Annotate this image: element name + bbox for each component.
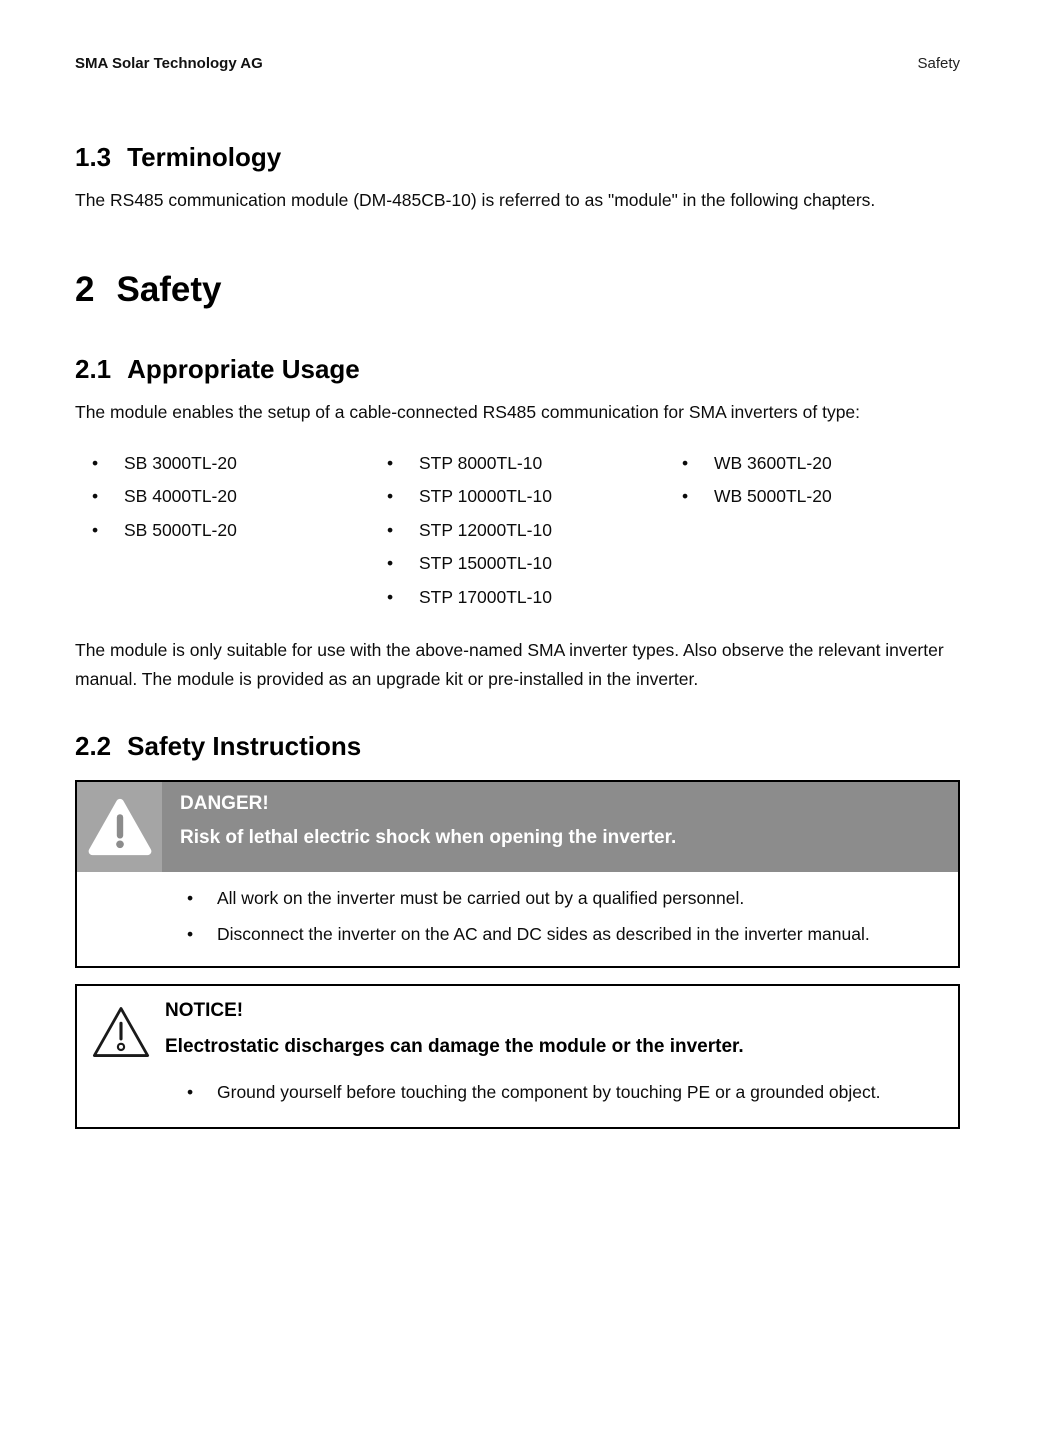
usage-outro-paragraph: The module is only suitable for use with the above-named SMA inverter types. Also observe the relevant inverter manual. The module is provided as an upgrade kit or pre-installed in the inverter. [75,640,944,689]
notice-bullet [77,1078,917,1107]
notice-warning-triangle-icon [90,1004,152,1060]
notice-bullet-text: Ground yourself before touching the component by touching PE or a grounded object. [217,1081,881,1102]
danger-label: DANGER! [180,792,269,814]
list-item: • SB 5000TL-20 [75,514,370,548]
heading-appropriate-usage-title: Appropriate Usage [127,354,360,385]
list-item: • STP 15000TL-10 [370,547,665,581]
list-item: • SB 4000TL-20 [75,480,370,514]
usage-intro-paragraph: The module enables the setup of a cable-connected RS485 communication for SMA inverters of type: [75,402,861,423]
heading-safety-instructions-title: Safety Instructions [127,730,362,761]
running-header [75,55,960,72]
terminology-paragraph: The RS485 communication module (DM-485CB-10) is referred to as "module" in the following chapters. [75,190,876,210]
heading-safety-number: 2 [75,270,95,310]
list-item: • STP 10000TL-10 [370,480,665,514]
inverter-type-column-sb [75,447,370,615]
heading-appropriate-usage [75,354,960,385]
heading-terminology-title: Terminology [127,142,282,172]
list-item: • STP 12000TL-10 [370,514,665,548]
list-item: • STP 17000TL-10 [370,581,665,615]
notice-headline: Electrostatic discharges can damage the module or the inverter. [165,1035,744,1057]
list-item: • SB 3000TL-20 [75,447,370,481]
notice-texts [165,998,744,1060]
danger-bullet: • Disconnect the inverter on the AC and DC sides as described in the inverter manual. [77,916,958,952]
heading-appropriate-usage-number: 2.1 [75,354,112,385]
inverter-type-column-stp [370,447,665,615]
heading-safety-instructions [75,731,960,762]
notice-header [77,998,958,1060]
danger-header-band [77,782,958,872]
header-company: SMA Solar Technology AG [75,55,263,72]
inverter-type-list [75,447,960,615]
heading-safety [75,270,960,310]
list-item: • WB 3600TL-20 [665,447,960,481]
notice-label: NOTICE! [165,999,244,1021]
danger-warning-triangle-icon [88,798,152,856]
heading-terminology-number: 1.3 [75,142,112,172]
heading-safety-instructions-number: 2.2 [75,730,112,761]
danger-bullet: • All work on the inverter must be carried out by a qualified personnel. [77,880,958,916]
header-chapter: Safety [917,55,960,72]
notice-icon-cell [77,998,165,1060]
inverter-type-column-wb [665,447,960,615]
danger-band-texts [162,782,692,872]
heading-terminology [75,142,960,173]
danger-icon-cell [77,782,162,872]
danger-bullet-list [77,872,958,966]
list-item: • WB 5000TL-20 [665,480,960,514]
heading-safety-title: Safety [116,270,222,310]
notice-bullet-list [77,1060,958,1107]
danger-headline: Risk of lethal electric shock when opening the inverter. [180,826,677,848]
list-item: • STP 8000TL-10 [370,447,665,481]
notice-warning-box [75,984,960,1129]
danger-warning-box [75,780,960,968]
